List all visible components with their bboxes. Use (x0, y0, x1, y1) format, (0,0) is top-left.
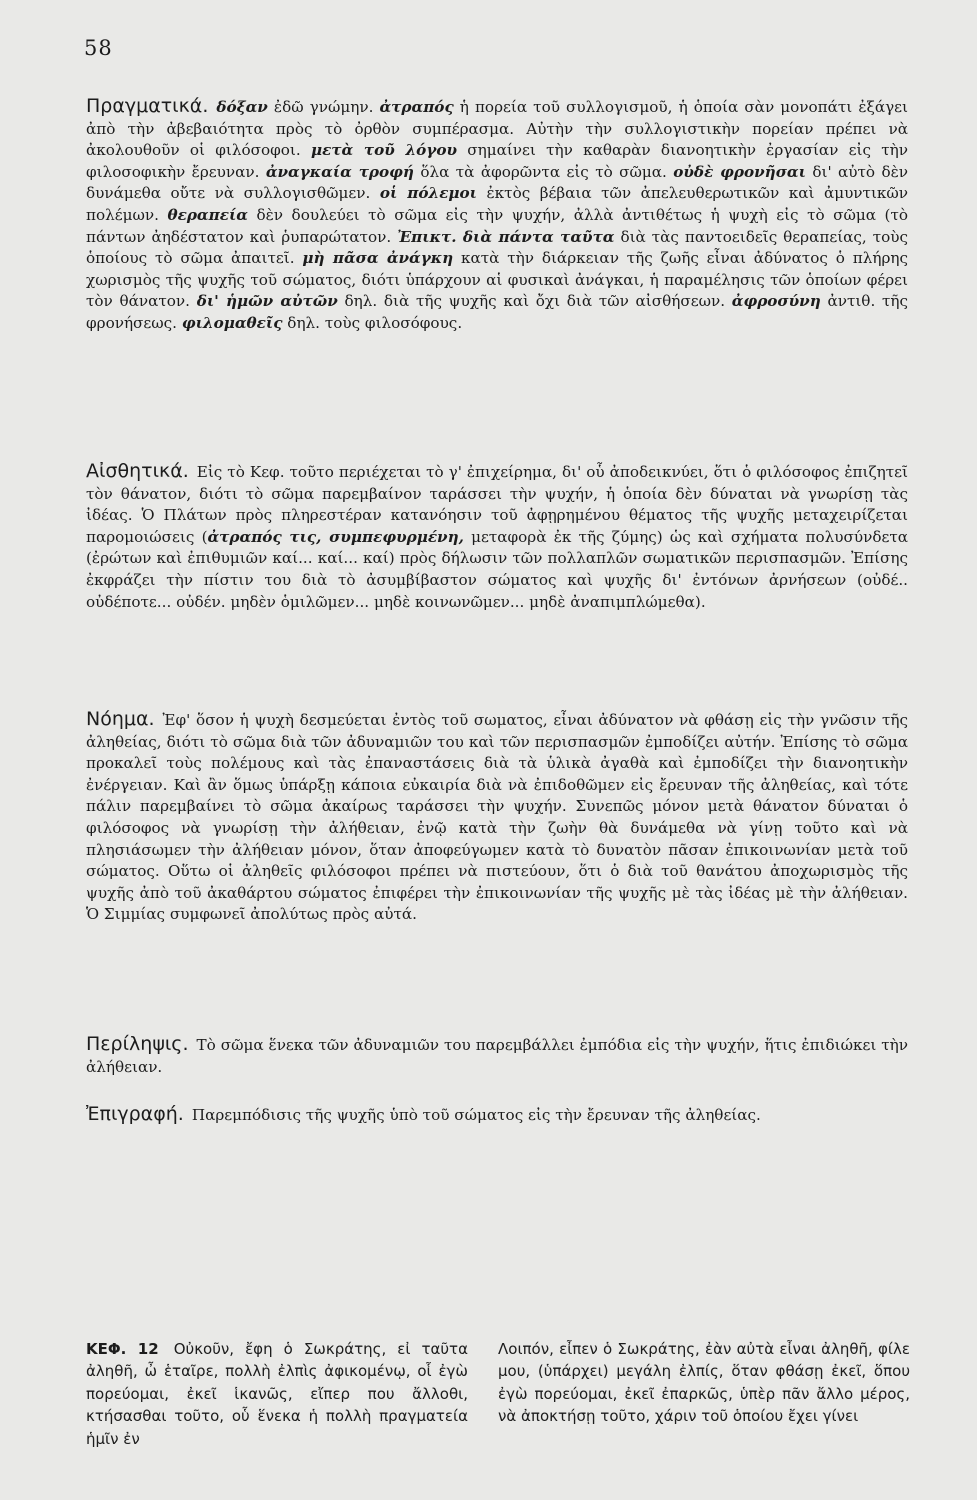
gloss-text: Εἰς τὸ Κεφ. τοῦτο περιέχεται τὸ γ' ἐπιχείρημα, δι' οὗ ἀποδεικνύει, ὅτι ὁ φιλόσοφος ἐπιζητεῖ τὸν θάνατον, διότι τὸ σῶμα παρεμβαίνον ταράσσει τὴν ψυχήν, ἡ ὁποία δὲν δύναται νὰ γνωρίσῃ τὰς ἰδέας. Ὁ Πλάτων πρὸς πληρεστέραν κατανόησιν τοῦ ἀφῃρημένου θέματος τῆς ψυχῆς μεταχειρίζεται παρομοιώσεις ( (86, 463, 908, 546)
section-perilipsis (86, 1034, 908, 1078)
gloss-text: ἐδῶ γνώμην. (267, 98, 380, 116)
lemma: οἱ πόλεμοι (379, 184, 478, 203)
gloss-text: Ἐφ' ὅσον ἡ ψυχὴ δεσμεύεται ἐντὸς τοῦ σωματος, εἶναι ἀδύνατον νὰ φθάσῃ εἰς τὴν γνῶσιν τῆς ἀληθείας, διότι τὸ σῶμα διὰ τῶν ἀδυναμιῶν του καὶ τῶν περισπασμῶν ἐμποδίζει αὐτήν. Ἐπίσης τὸ σῶμα προκαλεῖ τοὺς πολέμους καὶ τὰς ἐπαναστάσεις διὰ τὰ ὑλικὰ ἀγαθὰ καὶ ἐμποδίζει τὴν διανοητικὴν ἐνέργειαν. Καὶ ἂν ὅμως ὑπάρξῃ κάποια εὐκαιρία διὰ νὰ ἐπιδοθῶμεν εἰς ἔρευναν τῆς ἀληθείας, καὶ τότε πάλιν παρεμβαίνει τὸ σῶμα ἀκαίρως ταράσσει τὴν ψυχήν. Συνεπῶς μόνον μετὰ θάνατον δύναται ὁ φιλόσοφος νὰ γνωρίσῃ τὴν ἀλήθειαν, ἐνῷ κατὰ τὴν ζωὴν θὰ δυνάμεθα νὰ γίνῃ τοῦτο καὶ νὰ πλησιάσωμεν τὴν ἀλήθειαν μόνον, ὅταν ἀποφεύγωμεν κατὰ τὸ δυνατὸν πᾶσαν ἐπικοινωνίαν μετὰ τοῦ σώματος. Οὕτω οἱ ἀληθεῖς φιλόσοφοι πρέπει νὰ πιστεύουν, ὅτι ὁ διὰ τοῦ θανάτου ἀποχωρισμὸς τῆς ψυχῆς ἀπὸ τοῦ ἀκαθάρτου σώματος ἐπιφέρει τὴν ἐπικοινωνίαν τῆς ψυχῆς μὲ τὰς ἰδέας μὲ τὴν ἀλήθειαν. Ὁ Σιμμίας συμφωνεῖ ἀπολύτως πρὸς αὐτά. (86, 711, 908, 924)
gloss-text: Παρεμπόδισις τῆς ψυχῆς ὑπὸ τοῦ σώματος εἰς τὴν ἔρευναν τῆς ἀληθείας. (191, 1106, 761, 1124)
section-body (86, 98, 908, 332)
gloss-text: ἐκτὸς βέβαια τῶν ἀπελευθερωτικῶν καὶ ἀμυντικῶν πολέμων. (86, 184, 909, 224)
section-heading: Αἰσθητικά. (86, 460, 189, 482)
section-pragmatika (86, 96, 908, 335)
lemma: ἀτραπός (379, 98, 454, 116)
chapter-greek-text (86, 1338, 468, 1450)
lemma: ἀναγκαία τροφή (265, 162, 414, 181)
lemma: ἀφροσύνη (731, 292, 821, 311)
section-noima (86, 709, 908, 926)
section-body (86, 711, 908, 923)
lemma: μετὰ τοῦ λόγου (310, 141, 457, 160)
section-epigraphi (86, 1104, 908, 1127)
section-body (192, 1106, 761, 1124)
lemma: θεραπεία (167, 205, 248, 224)
gloss-text: Τὸ σῶμα ἕνεκα τῶν ἀδυναμιῶν του παρεμβάλλει ἐμπόδια εἰς τὴν ψυχήν, ἥτις ἐπιδιώκει τὴν ἀλήθειαν. (86, 1036, 908, 1076)
gloss-text: ὅλα τὰ ἀφορῶντα εἰς τὸ σῶμα. (413, 162, 674, 181)
gloss-text: μεταφορὰ ἐκ τῆς ζύμης) ὡς καὶ σχήματα πολυσύνδετα (ἐρώτων καὶ ἐπιθυμιῶν καί... καί... καί) πρὸς δήλωσιν τῶν πολλαπλῶν σωματικῶν περισπασμῶν. Ἐπίσης ἐκφράζει τὴν πίστιν του διὰ τὸ ἀσυμβίβαστον σώματος καὶ ψυχῆς δι' ἐντόνων ἀρνήσεων (οὐδέ.. οὐδέποτε... οὐδέν. μηδὲν ὁμιλῶμεν... μηδὲ κοινωνῶμεν... μηδὲ ἀναπιμπλώμεθα). (86, 527, 908, 611)
section-heading: Περίληψις. (86, 1033, 189, 1055)
lemma: οὐδὲ φρονῆσαι (673, 162, 806, 181)
gloss-text: δι' αὐτὸ δὲν δυνάμεθα οὔτε νὰ συλλογισθῶμεν. (86, 162, 908, 203)
gloss-text: ἀντιθ. τῆς φρονήσεως. (86, 292, 908, 332)
lemma: δι' ἡμῶν αὐτῶν (196, 292, 338, 311)
lemma: φιλομαθεῖς (181, 313, 283, 332)
gloss-text: δὲν δουλεύει τὸ σῶμα εἰς τὴν ψυχήν, ἀλλὰ ἀντιθέτως ἡ ψυχὴ εἰς τὸ σῶμα (τὸ πάντων ἀηδέστατον καὶ ῥυπαρώτατον. (86, 205, 908, 246)
gloss-text: δηλ. διὰ τῆς ψυχῆς καὶ ὄχι διὰ τῶν αἰσθήσεων. (337, 292, 732, 311)
chapter-greek-body: Οὐκοῦν, ἔφη ὁ Σωκράτης, εἰ ταῦτα ἀληθῆ, ὦ ἑταῖρε, πολλὴ ἐλπὶς ἀφικομένῳ, οἷ ἐγὼ πορεύομαι, ἐκεῖ ἱκανῶς, εἴπερ που ἄλλοθι, κτήσασθαι τοῦτο, οὗ ἕνεκα ἡ πολλὴ πραγματεία ἡμῖν ἐν (86, 1340, 468, 1448)
lemma: ἀτραπός τις, συμπεφυρμένη, (207, 527, 464, 546)
section-body (86, 463, 908, 611)
section-body (86, 1036, 908, 1076)
lemma: μὴ πᾶσα ἀνάγκη (302, 249, 454, 268)
section-heading: Πραγματικά. (86, 95, 209, 117)
gloss-text: δηλ. τοὺς φιλοσόφους. (282, 313, 463, 332)
section-aisthitika (86, 461, 908, 613)
section-heading: Νόημα. (86, 708, 155, 730)
gloss-text: διὰ τὰς παντοειδεῖς θεραπείας, τοὺς ὁποίους τὸ σῶμα ἀπαιτεῖ. (86, 227, 909, 268)
section-heading: Ἐπιγραφή. (86, 1103, 184, 1125)
gloss-text: ἡ πορεία τοῦ συλλογισμοῦ, ἡ ὁποία σὰν μονοπάτι ἐξάγει ἀπὸ τὴν ἀβεβαιότητα πρὸς τὸ ὀρθὸν συμπέρασμα. Αὐτὴν τὴν συλλογιστικὴν πορείαν πρέπει νὰ ἀκολουθοῦν οἱ φιλόσοφοι. (86, 98, 908, 160)
page-number: 58 (84, 36, 113, 60)
chapter-translation-body: Λοιπόν, εἶπεν ὁ Σωκράτης, ἐὰν αὐτὰ εἶναι ἀληθῆ, φίλε μου, (ὑπάρχει) μεγάλη ἐλπίς, ὅταν φθάσῃ ἐκεῖ, ὅπου ἐγὼ πορεύομαι, ἐκεῖ ἐπαρκῶς, ὑπὲρ πᾶν ἄλλο μέρος, νὰ ἀποκτήσῃ τοῦτο, χάριν τοῦ ὁποίου ἔχει γίνει (498, 1340, 910, 1426)
gloss-text: σημαίνει τὴν καθαρὰν διανοητικὴν ἐργασίαν εἰς τὴν φιλοσοφικὴν ἔρευναν. (86, 141, 908, 181)
chapter-label: ΚΕΦ. 12 (86, 1340, 159, 1358)
chapter-translation (498, 1338, 910, 1428)
lemma: δόξαν (216, 98, 268, 116)
gloss-text: κατὰ τὴν διάρκειαν τῆς ζωῆς εἶναι ἀδύνατος ὁ πλήρης χωρισμὸς τῆς ψυχῆς τοῦ σώματος, διότι ὑπάρχουν αἱ φυσικαὶ ἀνάγκαι, ἡ παραμέλησις τῶν ὁποίων φέρει τὸν θάνατον. (86, 249, 908, 311)
lemma: Ἐπικτ. διὰ πάντα ταῦτα (397, 227, 615, 246)
